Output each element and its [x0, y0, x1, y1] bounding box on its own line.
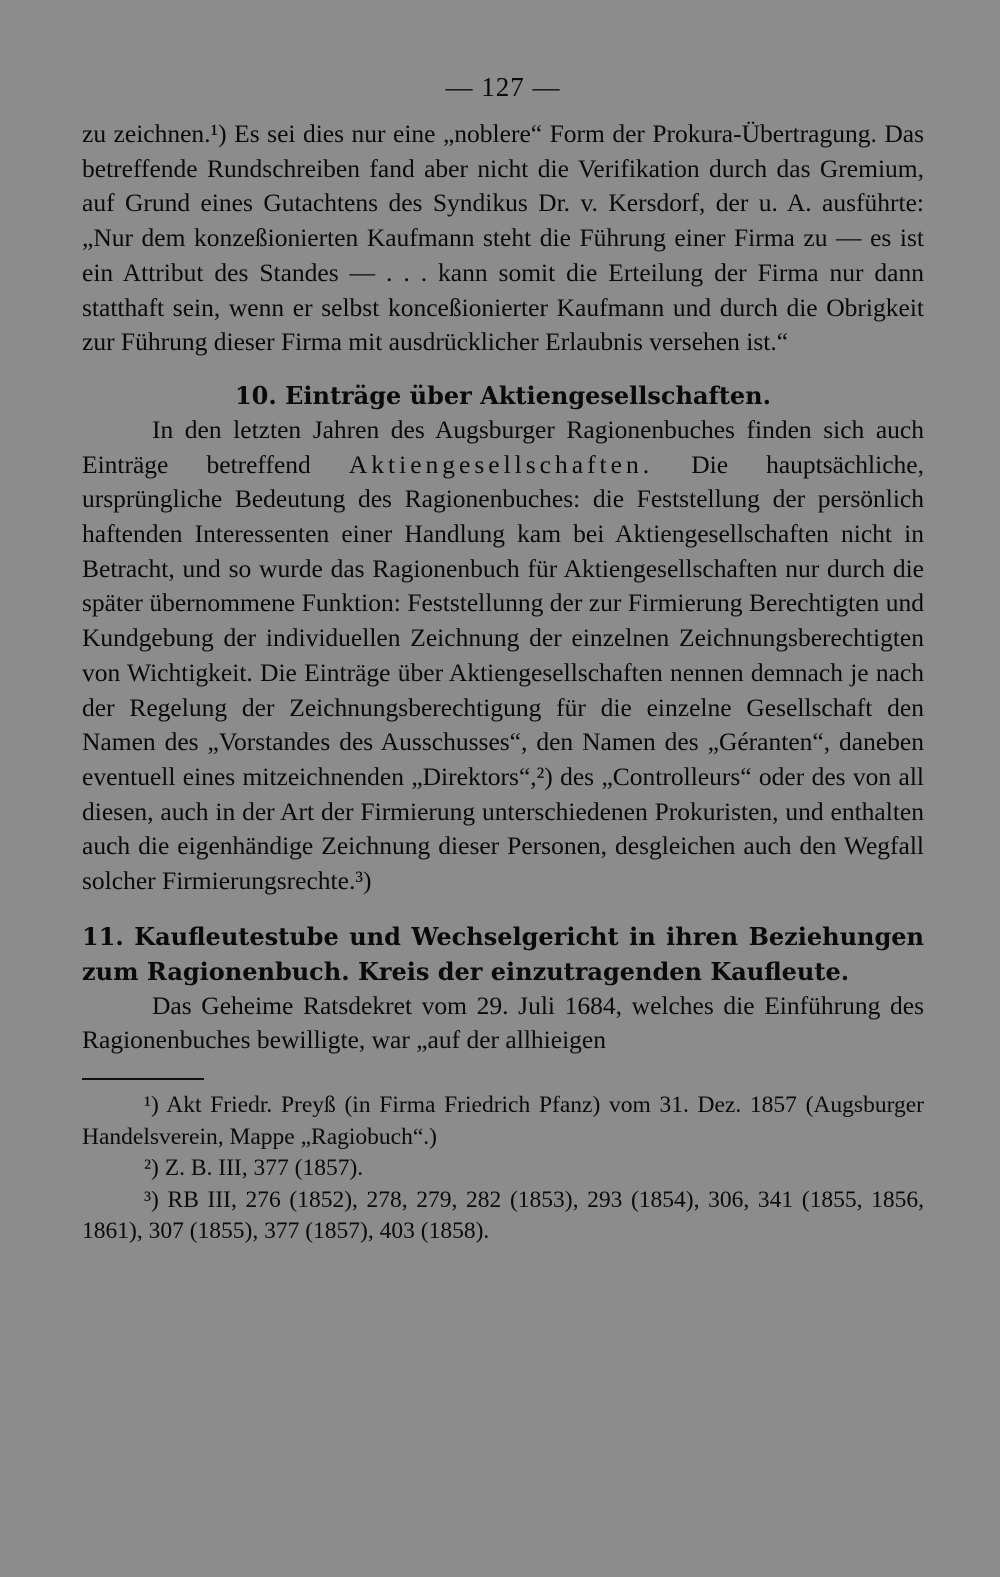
section-heading-11: [82, 919, 924, 989]
footnote-1-mark: ¹): [144, 1092, 159, 1119]
document-page: [82, 72, 924, 1248]
paragraph-3: Das Geheime Ratsdekret vom 29. Juli 1684, welches die Einführung des Ragionenbuches bewilligte, war „auf der allhieigen: [82, 990, 924, 1055]
footnote-1: [82, 1090, 924, 1153]
section-heading-10: 10. Einträge über Aktiengesellschaften.: [234, 380, 771, 410]
footnote-3-mark: ³): [144, 1186, 159, 1213]
footnote-separator: [82, 1078, 204, 1080]
footnote-3: [82, 1185, 924, 1248]
section-heading-11-last: Kaufleute.: [710, 956, 850, 986]
page-number: — 127 —: [445, 72, 561, 102]
paragraph-2-rest: Die hauptsächliche, ursprüngliche Bedeutung des Ragionenbuches: die Feststellung der persönlich haftenden Interessenten einer Handlung kam bei Aktiengesellschaften nicht in Betracht, und so wurde das Ragionenbuch für Aktiengesellschaften nur durch die später übernommene Funktion: Feststellunng der zur Firmierung Berechtigten und Kundgebung der individuellen Zeichnung der einzelnen Zeichnungsberechtigten von Wichtigkeit. Die Einträge über Aktiengesellschaften nennen demnach je nach der Regelung der Zeichnungsberechtigung für die einzelne Gesellschaft den Namen des „Vorstandes des Ausschusses“, den Namen des „Géranten“, daneben eventuell eines mitzeichnenden „Direktors“,²) des „Controlleurs“ oder des von all diesen, auch in der Art der Firmierung unterschiedenen Prokuristen, und enthalten auch die eigenhändige Zeichnung dieser Personen, desgleichen auch den Wegfall solcher Firmierungsrechte.³): [82, 449, 924, 896]
paragraph-2: [82, 413, 924, 899]
paragraph-2-spaced-term: Aktiengesellschaften.: [348, 449, 654, 479]
footnote-1-text: Akt Friedr. Preyß (in Firma Friedrich Pfanz) vom 31. Dez. 1857 (Augsburger Handelsverein, Mappe „Ragiobuch“.): [82, 1092, 924, 1150]
footnote-2-text: Z. B. III, 377 (1857).: [164, 1155, 364, 1182]
paragraph-1: zu zeichnen.¹) Es sei dies nur eine „noblere“ Form der Prokura-Übertragung. Das betreffende Rundschreiben fand aber nicht die Verifikation durch das Gremium, auf Grund eines Gutachtens des Syndikus Dr. v. Kersdorf, der u. A. ausführte: „Nur dem konzeßionierten Kaufmann steht die Führung einer Firma zu — es ist ein Attribut des Standes — . . . kann somit die Erteilung der Firma nur dann statthaft sein, wenn er selbst konceßionierter Kaufmann und durch die Obrigkeit zur Führung dieser Firma mit ausdrücklicher Erlaubnis versehen ist.“: [82, 119, 924, 357]
paragraph-2-start: In den letzten Jahren des Augsburger Ragionenbuches finden sich auch Einträge betreffend: [82, 414, 924, 479]
footnote-2: [82, 1153, 924, 1185]
footnote-3-text: RB III, 276 (1852), 278, 279, 282 (1853), 293 (1854), 306, 341 (1855, 1856, 1861), 307 (1855), 377 (1857), 403 (1858).: [82, 1186, 925, 1245]
footnote-2-mark: ²): [144, 1155, 159, 1182]
section-heading-11-main: 11. Kaufleutestube und Wechselgericht in ihren Beziehungen zum Ragionenbuch. Kreis der einzutragenden: [82, 921, 924, 986]
